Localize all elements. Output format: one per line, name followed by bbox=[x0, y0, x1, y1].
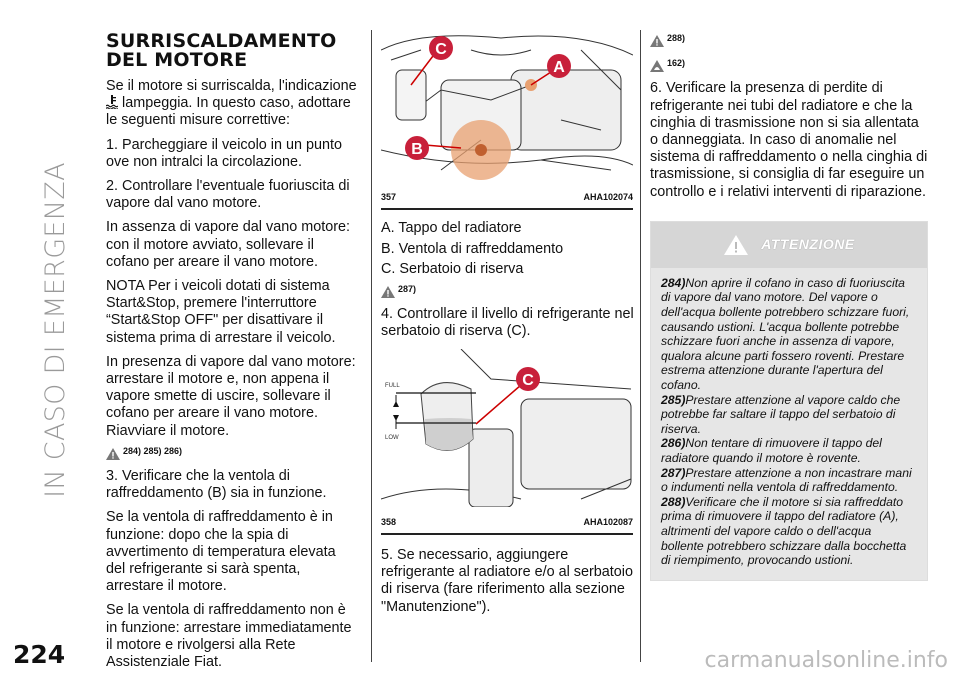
warning-item: 286)Non tentare di rimuovere il tappo del radiatore quando il motore è rovente. bbox=[661, 436, 882, 465]
column-3 bbox=[650, 30, 928, 581]
warning-triangle-icon bbox=[106, 448, 120, 460]
paragraph: 6. Verificare la presenza di perdite di refrigerante nei tubi del radiatore e che la cinghia di trasmissione non si sia allentata o danneggiata. In caso di anomalie nel sistema di raffreddamento o nella cinghia di trasmissione, si consiglia di far eseguire un controllo e i relativi interventi di riparazione. bbox=[650, 80, 928, 200]
figure-caption: 358 AHA102087 bbox=[381, 516, 633, 527]
full-label: FULL bbox=[385, 382, 400, 389]
legend-item: C. Serbatoio di riserva bbox=[381, 260, 524, 277]
legend-item: A. Tappo del radiatore bbox=[381, 220, 522, 237]
warning-triangle-icon bbox=[381, 286, 395, 298]
warning-reference: 287) bbox=[381, 281, 634, 298]
warning-item: 285)Prestare attenzione al vapore caldo che potrebbe far saltare il tappo del serbatoio di riserva. bbox=[661, 392, 901, 436]
engine-bay-figure bbox=[381, 30, 633, 210]
paragraph: 5. Se necessario, aggiungere refrigerante al radiatore e/o al serbatoio di riserva (fare riferimento alla sezione "Manutenzione"). bbox=[381, 547, 633, 615]
figure-caption: 357 AHA102074 bbox=[381, 192, 633, 203]
column-2 bbox=[381, 30, 634, 623]
warning-reference: 284) 285) 286) bbox=[106, 443, 358, 460]
warning-triangle-icon bbox=[650, 35, 664, 47]
attention-body bbox=[651, 268, 927, 580]
environment-reference: 162) bbox=[650, 55, 928, 72]
paragraph: Se la ventola di raffreddamento non è in funzione: arrestare immediatamente il motore e rivolgersi alla Rete Assistenziale Fiat. bbox=[106, 602, 352, 671]
watermark: carmanualsonline.info bbox=[704, 648, 948, 673]
paragraph: Se la ventola di raffreddamento è in funzione: dopo che la spia di avvertimento di temperatura elevata del refrigerante si sarà spenta, arrestare il motore. bbox=[106, 509, 336, 595]
engine-bay-illustration bbox=[381, 30, 633, 182]
svg-text:C: C bbox=[435, 41, 447, 58]
svg-text:A: A bbox=[553, 59, 565, 76]
paragraph: In presenza di vapore dal vano motore: arrestare il motore e, non appena il vapore smette di uscire, sollevare il cofano per areare il vano motore. Riavviare il motore. bbox=[106, 353, 356, 439]
legend-item: B. Ventola di raffreddamento bbox=[381, 240, 564, 257]
section-side-title: IN CASO DI EMERGENZA bbox=[40, 162, 71, 498]
svg-text:C: C bbox=[522, 371, 534, 389]
reservoir-illustration bbox=[381, 349, 633, 507]
paragraph: In assenza di vapore dal vano motore: con il motore avviato, sollevare il cofano per areare il vano motore. bbox=[106, 219, 350, 270]
column-divider-1 bbox=[371, 30, 372, 662]
paragraph: 4. Controllare il livello di refrigerante nel serbatoio di riserva (C). bbox=[381, 306, 634, 340]
paragraph: 1. Parcheggiare il veicolo in un punto ove non intralci la circolazione. bbox=[106, 136, 342, 170]
column-divider-2 bbox=[640, 30, 641, 662]
column-1 bbox=[106, 30, 358, 678]
attention-box bbox=[650, 221, 928, 581]
paragraph: 2. Controllare l'eventuale fuoriuscita di vapore dal vano motore. bbox=[106, 178, 350, 212]
svg-text:B: B bbox=[411, 141, 423, 158]
warning-reference: 288) bbox=[650, 30, 928, 47]
paragraph: 3. Verificare che la ventola di raffreddamento (B) sia in funzione. bbox=[106, 468, 327, 502]
page-heading: SURRISCALDAMENTO DEL MOTORE bbox=[106, 30, 337, 71]
page-number: 224 bbox=[13, 640, 66, 669]
coolant-temperature-icon bbox=[106, 95, 118, 109]
environment-icon bbox=[650, 60, 664, 72]
warning-item: 287)Prestare attenzione a non incastrare mani o indumenti nella ventola di raffreddamento. bbox=[661, 465, 912, 495]
attention-header: ATTENZIONE bbox=[651, 222, 927, 268]
low-label: LOW bbox=[385, 434, 399, 441]
paragraph: Se il motore si surriscalda, l'indicazione lampeggia. In questo caso, adottare le seguenti misure correttive: bbox=[106, 78, 357, 129]
warning-triangle-icon bbox=[723, 234, 749, 256]
reservoir-figure bbox=[381, 349, 633, 535]
cooling-fan-highlight bbox=[451, 120, 511, 180]
warning-item: 284)Non aprire il cofano in caso di fuoriuscita di vapore dal vano motore. Del vapore o dell'acqua bollente potrebbero schizzare fuori, causando ustioni. L'acqua bollente potrebbe schizzare fuori anche in assenza di vapore, qualora alcune parti fossero roventi. Prestare estrema attenzione durante l'apertura del cofano. bbox=[661, 275, 910, 392]
paragraph: NOTA Per i veicoli dotati di sistema Start&Stop, premere l'interruttore “Start&Stop OFF" per disattivare il sistema prima di arrestare il veicolo. bbox=[106, 278, 336, 346]
warning-item: 288)Verificare che il motore si sia raffreddato prima di rimuovere il tappo del radiatore (A), altrimenti del vapore caldo o dell'acqua bollente potrebbero schizzare dalla bocchetta di riempimento, provocando ustioni. bbox=[661, 494, 907, 568]
